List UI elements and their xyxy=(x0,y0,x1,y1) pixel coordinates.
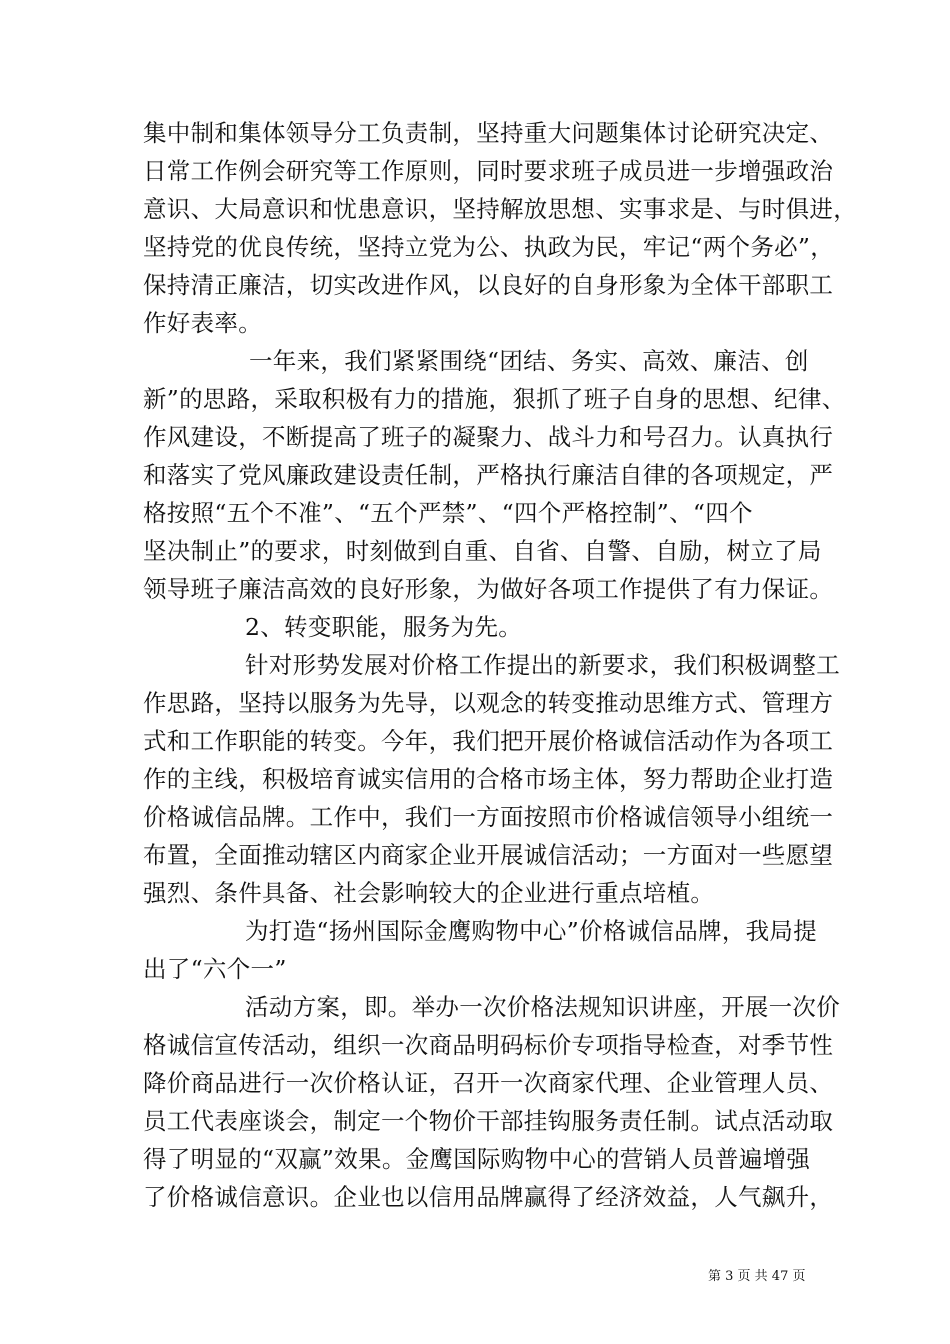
text-line: 为打造“扬州国际金鹰购物中心”价格诚信品牌，我局提 xyxy=(245,917,818,945)
text-line: 价格诚信品牌。工作中，我们一方面按照市价格诚信领导小组统一 xyxy=(143,803,834,831)
text-line: 格诚信宣传活动，组织一次商品明码标价专项指导检查，对季节性 xyxy=(143,1031,834,1059)
text-line: 布置，全面推动辖区内商家企业开展诚信活动；一方面对一些愿望 xyxy=(143,841,834,869)
page-number: 第 3 页 共 47 页 xyxy=(708,1269,806,1284)
text-line: 活动方案，即。举办一次价格法规知识讲座，开展一次价 xyxy=(245,993,840,1021)
text-line: 作思路，坚持以服务为先导，以观念的转变推动思维方式、管理方 xyxy=(143,689,834,717)
text-line: 得了明显的“双赢”效果。金鹰国际购物中心的营销人员普遍增强 xyxy=(143,1145,811,1173)
text-line: 日常工作例会研究等工作原则，同时要求班子成员进一步增强政治 xyxy=(143,157,834,185)
text-line: 强烈、条件具备、社会影响较大的企业进行重点培植。 xyxy=(143,879,715,907)
text-line: 保持清正廉洁，切实改进作风，以良好的自身形象为全体干部职工 xyxy=(143,271,834,299)
text-line: 新”的思路，采取积极有力的措施，狠抓了班子自身的思想、纪律、 xyxy=(143,385,846,413)
text-line: 坚决制止”的要求，时刻做到自重、自省、自警、自励，树立了局 xyxy=(143,537,822,565)
text-line: 和落实了党风廉政建设责任制，严格执行廉洁自律的各项规定，严 xyxy=(143,461,834,489)
text-line: 式和工作职能的转变。今年，我们把开展价格诚信活动作为各项工 xyxy=(143,727,834,755)
text-line: 降价商品进行一次价格认证，召开一次商家代理、企业管理人员、 xyxy=(143,1069,834,1097)
text-line: 作的主线，积极培育诚实信用的合格市场主体，努力帮助企业打造 xyxy=(143,765,834,793)
text-line: 意识、大局意识和忧患意识，坚持解放思想、实事求是、与时俱进， xyxy=(143,195,857,223)
text-line: 格按照“五个不准”、“五个严禁”、“四个严格控制”、“四个 xyxy=(143,499,753,527)
text-line: 领导班子廉洁高效的良好形象，为做好各项工作提供了有力保证。 xyxy=(143,575,834,603)
text-line: 了价格诚信意识。企业也以信用品牌赢得了经济效益，人气飙升， xyxy=(143,1183,834,1211)
text-line: 作好表率。 xyxy=(143,309,262,337)
text-line: 一年来，我们紧紧围绕“团结、务实、高效、廉洁、创 xyxy=(249,347,809,375)
text-line: 针对形势发展对价格工作提出的新要求，我们积极调整工 xyxy=(245,651,840,679)
text-line: 集中制和集体领导分工负责制，坚持重大问题集体讨论研究决定、 xyxy=(143,119,834,147)
text-line: 作风建设，不断提高了班子的凝聚力、战斗力和号召力。认真执行 xyxy=(143,423,834,451)
text-line: 员工代表座谈会，制定一个物价干部挂钩服务责任制。试点活动取 xyxy=(143,1107,834,1135)
section-heading: 2、转变职能，服务为先。 xyxy=(245,613,523,641)
text-line: 出了“六个一” xyxy=(143,955,287,983)
text-line: 坚持党的优良传统，坚持立党为公、执政为民，牢记“两个务必”， xyxy=(143,233,835,261)
